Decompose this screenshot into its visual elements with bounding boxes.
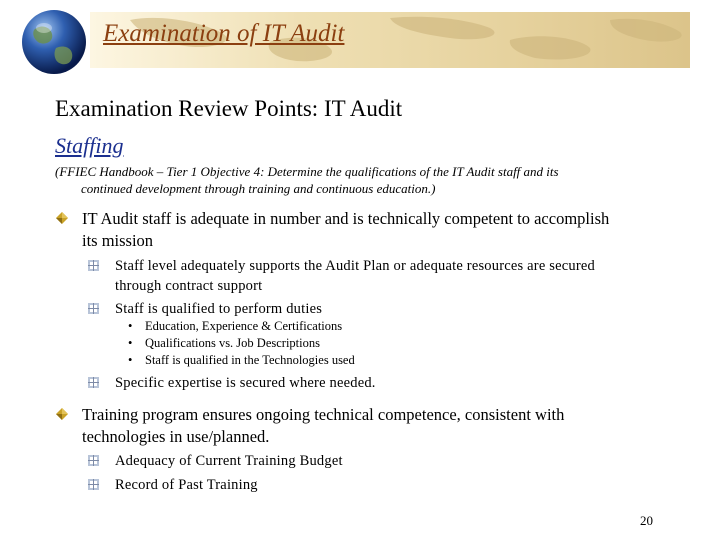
point-1-sub-2-item-3 [128, 352, 355, 369]
point-2-sub-1 [88, 451, 608, 471]
item-text: Staff is qualified in the Technologies used [145, 353, 355, 367]
point-1-sub-2-item-1 [128, 318, 342, 335]
point-1-sub-1-text: Staff level adequately supports the Audit Plan or adequate resources are secured through contract support [115, 258, 595, 294]
point-1-sub-2 [88, 299, 608, 319]
item-text: Qualifications vs. Job Descriptions [145, 336, 320, 350]
point-1-sub-2-item-2 [128, 335, 320, 352]
objective-line-2: continued development through training and continuous education.) [81, 181, 436, 196]
dot-bullet-icon: • [128, 353, 133, 367]
objective-note [55, 163, 635, 197]
page-number: 20 [640, 513, 653, 528]
point-1-sub-3 [88, 373, 608, 393]
slide-title: Examination of IT Audit [103, 20, 345, 47]
dot-bullet-icon: • [128, 336, 133, 350]
globe-icon [20, 8, 88, 76]
point-1 [56, 208, 616, 252]
point-1-sub-2-text: Staff is qualified to perform duties [115, 301, 323, 317]
diamond-bullet-icon [56, 408, 68, 420]
square-bullet-icon [88, 260, 99, 271]
point-1-sub-3-text: Specific expertise is secured where needed. [115, 375, 376, 391]
point-1-sub-1 [88, 256, 608, 296]
square-bullet-icon [88, 455, 99, 466]
point-2-sub-2 [88, 475, 608, 495]
square-bullet-icon [88, 377, 99, 388]
page-heading: Examination Review Points: IT Audit [55, 96, 403, 121]
point-2-sub-1-text: Adequacy of Current Training Budget [115, 453, 343, 469]
item-text: Education, Experience & Certifications [145, 319, 343, 333]
diamond-bullet-icon [56, 212, 68, 224]
point-2-sub-2-text: Record of Past Training [115, 477, 258, 493]
section-title: Staffing [55, 133, 124, 158]
objective-line-1: (FFIEC Handbook – Tier 1 Objective 4: Determine the qualifications of the IT Audit staff and its [55, 164, 559, 179]
point-2-text: Training program ensures ongoing technical competence, consistent with technologies in use/planned. [82, 405, 565, 446]
square-bullet-icon [88, 303, 99, 314]
point-1-text: IT Audit staff is adequate in number and is technically competent to accomplish its mission [82, 209, 610, 250]
square-bullet-icon [88, 479, 99, 490]
dot-bullet-icon: • [128, 319, 133, 333]
point-2 [56, 404, 616, 448]
